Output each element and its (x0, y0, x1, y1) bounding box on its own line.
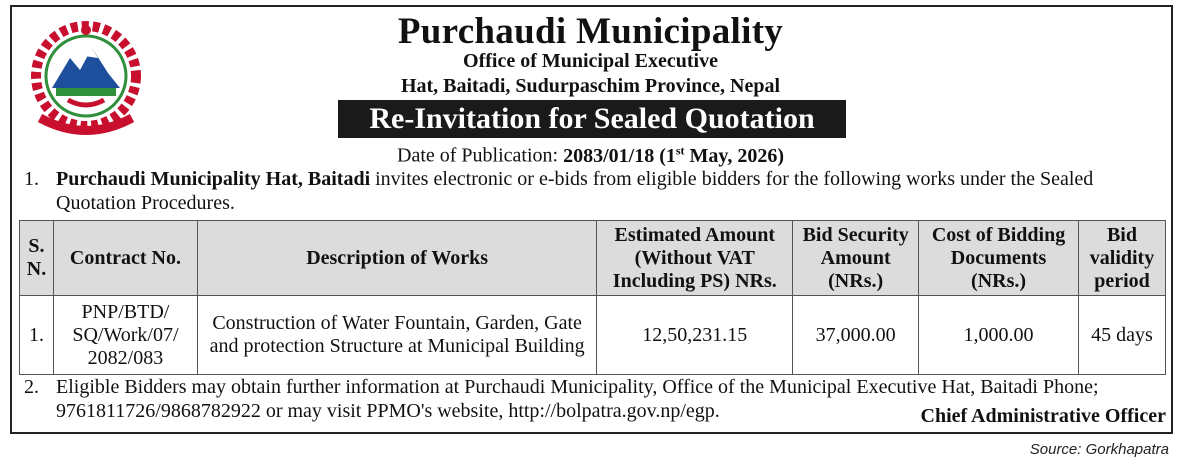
bid-table (19, 220, 1166, 375)
publication-date-value: 2083/01/18 (1st May, 2026) (563, 143, 784, 167)
col-header-bid-security: Bid Security Amount (NRs.) (793, 221, 919, 296)
paragraph-text: Purchaudi Municipality Hat, Baitadi invites electronic or e-bids from eligible bidders for the following works under the Sealed Quotation Procedures. (56, 168, 1094, 214)
col-header-validity: Bid validity period (1078, 221, 1165, 296)
cell-validity: 45 days (1078, 296, 1165, 375)
col-header-sn: S. N. (20, 221, 54, 296)
cell-estimated-amount: 12,50,231.15 (597, 296, 793, 375)
cell-description: Construction of Water Fountain, Garden, Gate and protection Structure at Municipal Building (197, 296, 596, 375)
col-header-estimated-amount: Estimated Amount (Without VAT Including PS) NRs. (597, 221, 793, 296)
office-address: Hat, Baitadi, Sudurpaschim Province, Nepal (400, 75, 781, 97)
paragraph-bold-lead: Purchaudi Municipality Hat, Baitadi (56, 168, 371, 190)
publication-date (0, 143, 1181, 168)
paragraph-text: Eligible Bidders may obtain further information at Purchaudi Municipality, Office of the Municipal Executive Hat, Baitadi Phone; 9761811726/9868782922 or may visit PPMO's website, http://bolpatra.gov.np/egp. (56, 376, 1099, 422)
col-header-contract: Contract No. (53, 221, 197, 296)
signatory-title: Chief Administrative Officer (920, 405, 1166, 427)
page-title: Purchaudi Municipality (397, 11, 784, 52)
cell-contract-no: PNP/BTD/ SQ/Work/07/ 2082/083 (53, 296, 197, 375)
publication-label: Date of Publication: (397, 144, 564, 167)
cell-sn: 1. (20, 296, 54, 375)
table-header-row (20, 221, 1166, 296)
paragraph-number: 2. (24, 376, 39, 398)
table-row (20, 296, 1166, 375)
col-header-cost-of-documents: Cost of Bidding Documents (NRs.) (919, 221, 1079, 296)
source-credit: Source: Gorkhapatra (1029, 441, 1169, 458)
cell-bid-security: 37,000.00 (793, 296, 919, 375)
cell-cost-of-documents: 1,000.00 (919, 296, 1079, 375)
col-header-description: Description of Works (197, 221, 596, 296)
office-name: Office of Municipal Executive (463, 50, 718, 72)
paragraph-number: 1. (24, 168, 39, 190)
notice-banner: Re-Invitation for Sealed Quotation (338, 100, 846, 138)
